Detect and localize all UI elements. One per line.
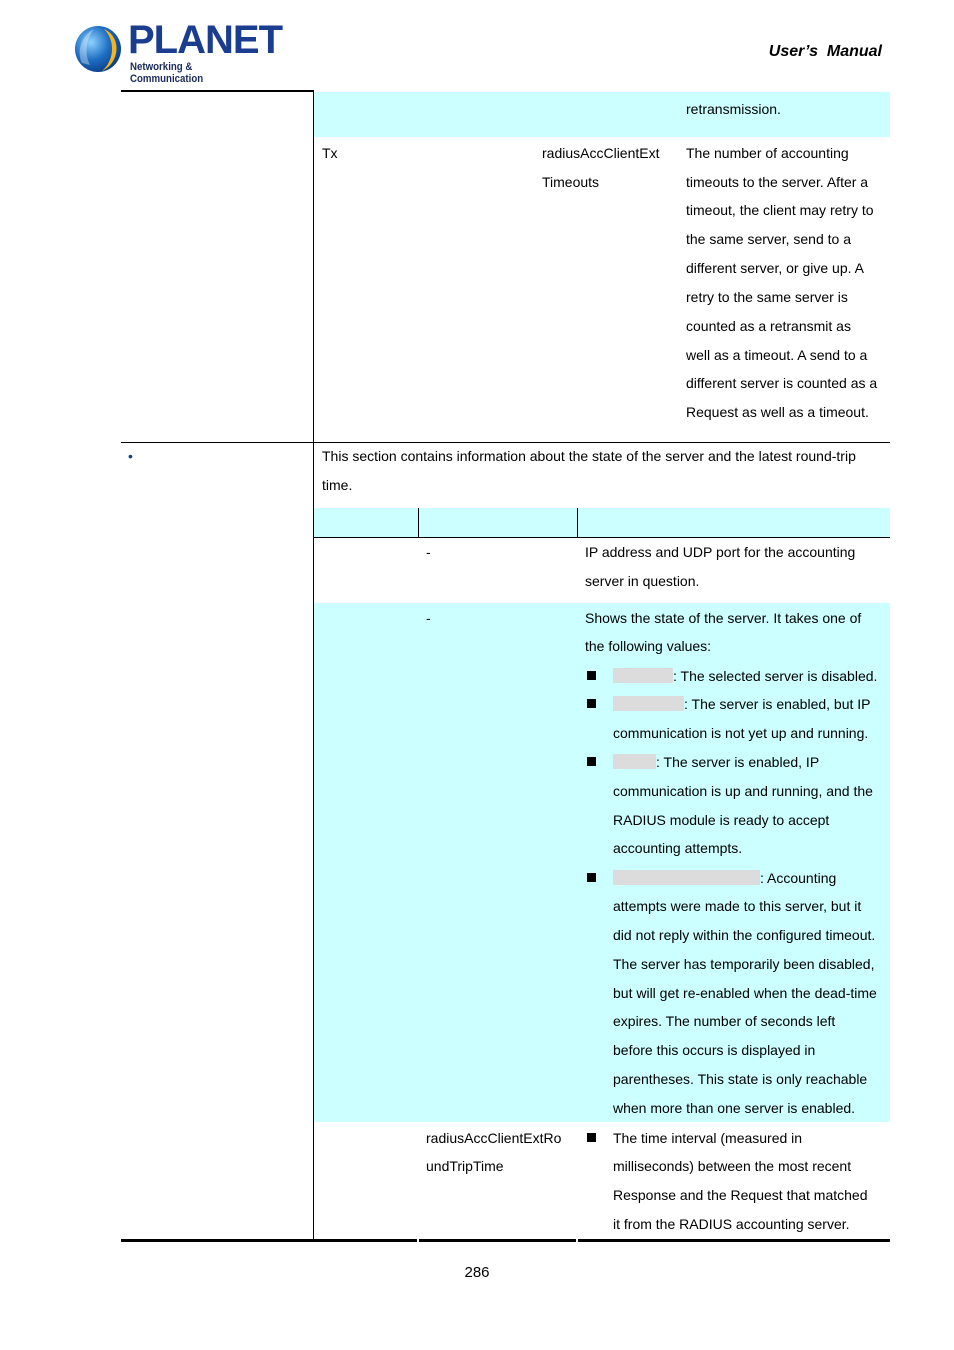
ip-row-desc-line: server in question. [585,573,700,589]
list-bullet-icon [587,873,596,882]
rtt-desc-line: Response and the Request that matched [613,1187,868,1203]
desc-line: the same server, send to a [686,231,851,247]
rtt-desc-line: milliseconds) between the most recent [613,1158,852,1174]
list-bullet-icon [587,671,596,680]
subheader-row-bg [314,508,890,537]
section-bullet: • [128,448,133,464]
rtt-desc-line: The time interval (measured in [613,1130,803,1146]
state-row-dash: - [426,610,431,626]
desc-line: counted as a retransmit as [686,318,851,334]
timeouts-object-line: Timeouts [542,174,600,190]
item-text: : The server is enabled, IP [656,754,820,770]
item-text: The server has temporarily been disabled, [613,956,875,972]
list-bullet-icon [587,1133,596,1142]
item-text: : The server is enabled, but IP [684,696,871,712]
desc-line: timeouts to the server. After a [686,174,869,190]
state-value-item [613,690,871,719]
subheader-divider-1 [418,508,419,537]
item-text: parentheses. This state is only reachable [613,1071,868,1087]
item-text: : The selected server is disabled. [673,668,878,684]
desc-line: different server is counted as a [686,375,878,391]
section-intro-line: This section contains information about the state of the server and the latest round-trip [322,448,856,464]
manual-title: User’s Manual [768,43,882,60]
retransmission-row-bg [314,92,890,137]
state-value-item [613,864,836,893]
item-text: but will get re-enabled when the dead-time [613,985,877,1001]
item-text: RADIUS module is ready to accept [613,812,830,828]
desc-line: The number of accounting [686,145,849,161]
item-text: expires. The number of seconds left [613,1013,836,1029]
timeouts-label: Tx [322,145,338,161]
ip-row-desc-line: IP address and UDP port for the accounting [585,544,856,560]
list-bullet-icon [587,757,596,766]
item-text: when more than one server is enabled. [613,1100,856,1116]
table-bottom-border [121,1239,890,1242]
highlighted-keyword [613,668,673,683]
desc-line: retry to the same server is [686,289,848,305]
ip-row-dash: - [426,544,431,560]
globe-icon [74,23,124,75]
item-text: before this occurs is displayed in [613,1042,816,1058]
state-value-item [613,662,877,691]
desc-line: Request as well as a timeout. [686,404,869,420]
timeouts-object-line: radiusAccClientExt [542,145,660,161]
highlighted-keyword [613,870,760,885]
rtt-object-line: undTripTime [426,1158,504,1174]
highlighted-keyword [613,754,656,769]
brand-name: PLANET [128,18,282,62]
rtt-desc-line: it from the RADIUS accounting server. [613,1216,850,1232]
retransmission-desc: retransmission. [686,101,781,117]
desc-line: different server, or give up. A [686,260,864,276]
item-text: accounting attempts. [613,840,743,856]
table-bottom-gap [417,1239,419,1242]
planet-logo [74,18,282,85]
state-row-desc-line: the following values: [585,638,712,654]
table-bottom-gap [576,1239,578,1242]
item-text: communication is not yet up and running. [613,725,869,741]
item-text: communication is up and running, and the [613,783,873,799]
page-number: 286 [464,1264,490,1281]
item-text: attempts were made to this server, but it [613,898,862,914]
subheader-divider-2 [577,508,578,537]
desc-line: well as a timeout. A send to a [686,347,868,363]
item-text: : Accounting [760,870,837,886]
highlighted-keyword [613,696,684,711]
section-intro-line: time. [322,477,353,493]
brand-tagline: Networking & Communication [130,61,204,85]
table-top-border [121,90,314,92]
state-value-item [613,748,819,777]
item-text: did not reply within the configured timeout. [613,927,876,943]
state-row-desc-line: Shows the state of the server. It takes one of [585,610,862,626]
desc-line: timeout, the client may retry to [686,202,874,218]
list-bullet-icon [587,699,596,708]
rtt-object-line: radiusAccClientExtRo [426,1130,562,1146]
